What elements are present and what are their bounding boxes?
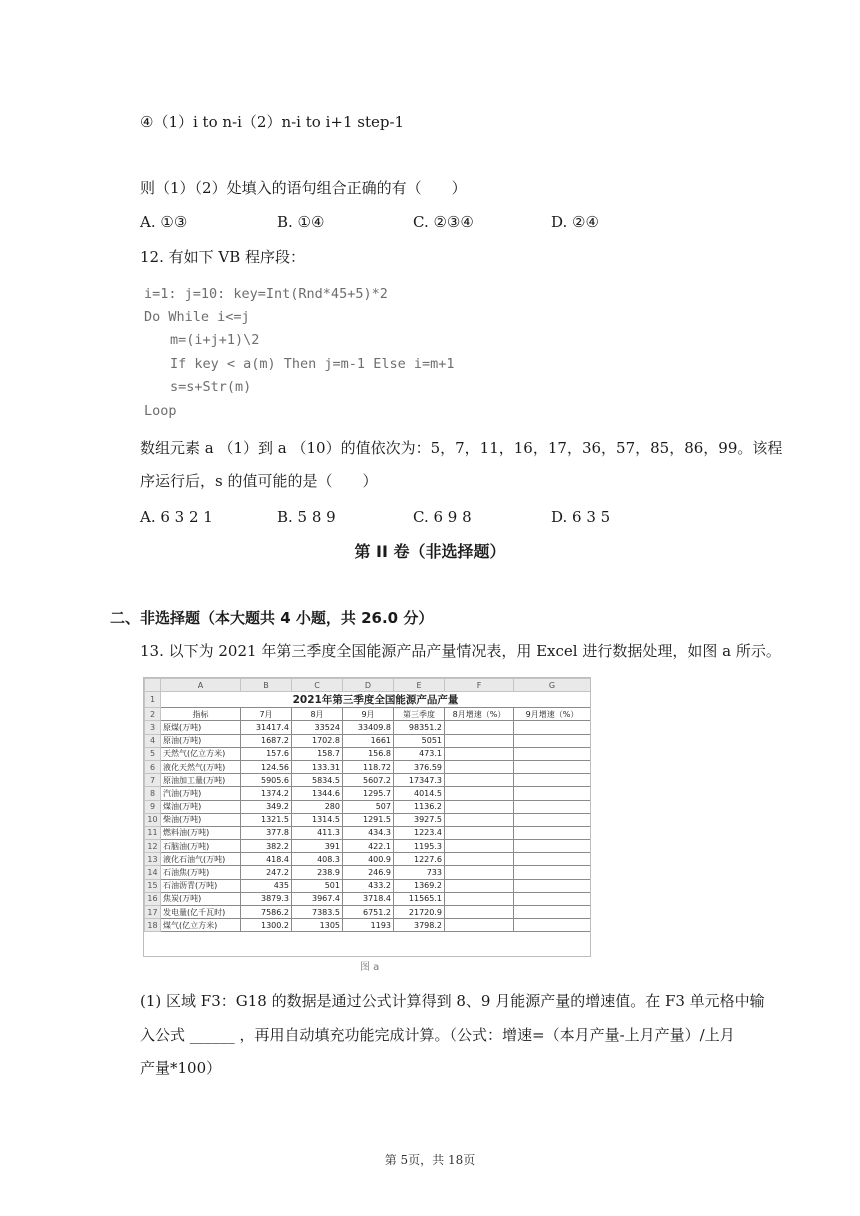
- value-cell: 246.9: [343, 866, 394, 879]
- q13-sub1-line-2: 入公式 ______ ，再用自动填充功能完成计算。（公式：增速=（本月产量-上月产量）/上月: [140, 1026, 735, 1044]
- indicator-cell: 原油(万吨): [161, 734, 241, 747]
- value-cell: 1702.8: [292, 734, 343, 747]
- table-row: [145, 840, 591, 853]
- value-cell: 7383.5: [292, 906, 343, 919]
- value-cell: 17347.3: [394, 774, 445, 787]
- column-letter: B: [241, 679, 292, 692]
- value-cell: 157.6: [241, 747, 292, 760]
- value-cell: 418.4: [241, 853, 292, 866]
- row-number: 2: [145, 708, 161, 721]
- section2-heading: 二、非选择题（本大题共 4 小题，共 26.0 分）: [110, 609, 434, 627]
- value-cell: 1295.7: [343, 787, 394, 800]
- indicator-cell: 石脑油(万吨): [161, 840, 241, 853]
- value-cell: 1223.4: [394, 826, 445, 839]
- value-cell: 1195.3: [394, 840, 445, 853]
- row-number: 7: [145, 774, 161, 787]
- q11-stem: 则（1）（2）处填入的语句组合正确的有（ ）: [140, 179, 467, 197]
- column-letter: G: [514, 679, 591, 692]
- value-cell: 247.2: [241, 866, 292, 879]
- indicator-cell: 原煤(万吨): [161, 721, 241, 734]
- value-cell: 501: [292, 879, 343, 892]
- table-row: [145, 692, 591, 708]
- value-cell: 411.3: [292, 826, 343, 839]
- q13-sub1-line-3: 产量*100）: [140, 1059, 222, 1077]
- q11-choice-d: D. ②④: [551, 213, 599, 231]
- q12-description-line-2: 序运行后，s 的值可能的是（ ）: [140, 472, 378, 490]
- value-cell: 280: [292, 800, 343, 813]
- energy-table: [144, 678, 591, 932]
- table-row: [145, 919, 591, 932]
- indicator-cell: 石油沥青(万吨): [161, 879, 241, 892]
- row-number: 18: [145, 919, 161, 932]
- empty-cell: [514, 853, 591, 866]
- value-cell: 3718.4: [343, 892, 394, 905]
- value-cell: 507: [343, 800, 394, 813]
- empty-cell: [514, 800, 591, 813]
- column-header: 9月增速（%）: [514, 708, 591, 721]
- indicator-cell: 天然气(亿立方米): [161, 747, 241, 760]
- table-row: [145, 787, 591, 800]
- column-header: 指标: [161, 708, 241, 721]
- value-cell: 3879.3: [241, 892, 292, 905]
- q11-choice-a: A. ①③: [140, 213, 188, 231]
- value-cell: 21720.9: [394, 906, 445, 919]
- value-cell: 1291.5: [343, 813, 394, 826]
- value-cell: 1136.2: [394, 800, 445, 813]
- value-cell: 33524: [292, 721, 343, 734]
- row-number: 17: [145, 906, 161, 919]
- q12-choice-b: B. 5 8 9: [277, 508, 336, 526]
- value-cell: 5905.6: [241, 774, 292, 787]
- value-cell: 382.2: [241, 840, 292, 853]
- table-row: [145, 853, 591, 866]
- q11-choice-c: C. ②③④: [413, 213, 474, 231]
- value-cell: 7586.2: [241, 906, 292, 919]
- column-letter: C: [292, 679, 343, 692]
- code-line-4: If key < a(m) Then j=m-1 Else i=m+1: [170, 356, 455, 372]
- empty-cell: [445, 734, 514, 747]
- indicator-cell: 发电量(亿千瓦时): [161, 906, 241, 919]
- column-header: 7月: [241, 708, 292, 721]
- empty-cell: [445, 813, 514, 826]
- row-number: 9: [145, 800, 161, 813]
- value-cell: 3798.2: [394, 919, 445, 932]
- value-cell: 473.1: [394, 747, 445, 760]
- indicator-cell: 汽油(万吨): [161, 787, 241, 800]
- value-cell: 124.56: [241, 760, 292, 773]
- row-number: 3: [145, 721, 161, 734]
- value-cell: 408.3: [292, 853, 343, 866]
- value-cell: 33409.8: [343, 721, 394, 734]
- value-cell: 98351.2: [394, 721, 445, 734]
- column-letter: F: [445, 679, 514, 692]
- value-cell: 1321.5: [241, 813, 292, 826]
- value-cell: 4014.5: [394, 787, 445, 800]
- empty-cell: [445, 760, 514, 773]
- table-row: [145, 708, 591, 721]
- code-line-1: i=1: j=10: key=Int(Rnd*45+5)*2: [144, 286, 388, 302]
- empty-cell: [445, 826, 514, 839]
- value-cell: 434.3: [343, 826, 394, 839]
- q11-choice-b: B. ①④: [277, 213, 325, 231]
- code-line-5: s=s+Str(m): [170, 379, 252, 395]
- empty-cell: [445, 787, 514, 800]
- column-letter: E: [394, 679, 445, 692]
- value-cell: 1374.2: [241, 787, 292, 800]
- empty-cell: [514, 721, 591, 734]
- column-letter: D: [343, 679, 394, 692]
- value-cell: 1369.2: [394, 879, 445, 892]
- value-cell: 156.8: [343, 747, 394, 760]
- row-number: 15: [145, 879, 161, 892]
- column-header: 8月增速（%）: [445, 708, 514, 721]
- q13-sub1-line-1: (1) 区域 F3：G18 的数据是通过公式计算得到 8、9 月能源产量的增速值。在 F3 单元格中输: [140, 992, 765, 1010]
- row-number: 5: [145, 747, 161, 760]
- table-row: [145, 760, 591, 773]
- code-line-6: Loop: [144, 403, 177, 419]
- empty-cell: [514, 734, 591, 747]
- empty-cell: [514, 919, 591, 932]
- excel-spreadsheet: [143, 677, 591, 957]
- indicator-cell: 液化天然气(万吨): [161, 760, 241, 773]
- table-row: [145, 892, 591, 905]
- indicator-cell: 石油焦(万吨): [161, 866, 241, 879]
- table-row: [145, 813, 591, 826]
- row-number: 8: [145, 787, 161, 800]
- value-cell: 238.9: [292, 866, 343, 879]
- value-cell: 391: [292, 840, 343, 853]
- option-4-line: ④（1）i to n-i（2）n-i to i+1 step-1: [140, 113, 405, 131]
- q13-intro: 13. 以下为 2021 年第三季度全国能源产品产量情况表，用 Excel 进行数据处理，如图 a 所示。: [140, 642, 781, 660]
- value-cell: 5051: [394, 734, 445, 747]
- value-cell: 11565.1: [394, 892, 445, 905]
- empty-cell: [445, 919, 514, 932]
- indicator-cell: 燃料油(万吨): [161, 826, 241, 839]
- column-letter: A: [161, 679, 241, 692]
- row-number: 13: [145, 853, 161, 866]
- table-row: [145, 747, 591, 760]
- value-cell: 1300.2: [241, 919, 292, 932]
- row-number: 14: [145, 866, 161, 879]
- row-number: 4: [145, 734, 161, 747]
- empty-cell: [445, 853, 514, 866]
- empty-cell: [514, 787, 591, 800]
- value-cell: 5607.2: [343, 774, 394, 787]
- empty-cell: [445, 747, 514, 760]
- indicator-cell: 液化石油气(万吨): [161, 853, 241, 866]
- table-row: [145, 879, 591, 892]
- empty-cell: [445, 866, 514, 879]
- table-row: [145, 826, 591, 839]
- code-line-3: m=(i+j+1)\2: [170, 332, 260, 348]
- column-letter-row: [145, 679, 591, 692]
- empty-cell: [514, 906, 591, 919]
- empty-cell: [514, 760, 591, 773]
- value-cell: 400.9: [343, 853, 394, 866]
- empty-cell: [514, 840, 591, 853]
- row-number: 10: [145, 813, 161, 826]
- value-cell: 733: [394, 866, 445, 879]
- indicator-cell: 焦炭(万吨): [161, 892, 241, 905]
- table-row: [145, 800, 591, 813]
- column-header: 第三季度: [394, 708, 445, 721]
- row-number: 6: [145, 760, 161, 773]
- figure-caption: 图 a: [360, 962, 380, 973]
- table-row: [145, 774, 591, 787]
- q12-description-line-1: 数组元素 a （1）到 a （10）的值依次为：5，7，11，16，17，36，57，85，86，99。该程: [140, 439, 783, 457]
- empty-cell: [445, 721, 514, 734]
- empty-cell: [445, 892, 514, 905]
- value-cell: 158.7: [292, 747, 343, 760]
- empty-cell: [514, 747, 591, 760]
- value-cell: 376.59: [394, 760, 445, 773]
- indicator-cell: 柴油(万吨): [161, 813, 241, 826]
- value-cell: 6751.2: [343, 906, 394, 919]
- q12-choice-c: C. 6 9 8: [413, 508, 472, 526]
- row-number: 1: [145, 692, 161, 708]
- value-cell: 1305: [292, 919, 343, 932]
- value-cell: 377.8: [241, 826, 292, 839]
- value-cell: 435: [241, 879, 292, 892]
- value-cell: 5834.5: [292, 774, 343, 787]
- row-number: 12: [145, 840, 161, 853]
- value-cell: 1661: [343, 734, 394, 747]
- empty-cell: [514, 866, 591, 879]
- value-cell: 422.1: [343, 840, 394, 853]
- q12-choice-d: D. 6 3 5: [551, 508, 611, 526]
- table-row: [145, 866, 591, 879]
- empty-cell: [445, 800, 514, 813]
- part2-title: 第 II 卷（非选择题）: [354, 542, 506, 561]
- value-cell: 1314.5: [292, 813, 343, 826]
- empty-cell: [445, 774, 514, 787]
- page-footer: 第 5页，共 18页: [384, 1153, 476, 1167]
- indicator-cell: 煤气(亿立方米): [161, 919, 241, 932]
- value-cell: 118.72: [343, 760, 394, 773]
- value-cell: 433.2: [343, 879, 394, 892]
- value-cell: 3967.4: [292, 892, 343, 905]
- empty-cell: [445, 840, 514, 853]
- empty-cell: [514, 826, 591, 839]
- empty-cell: [514, 813, 591, 826]
- value-cell: 349.2: [241, 800, 292, 813]
- value-cell: 1344.6: [292, 787, 343, 800]
- column-header: 9月: [343, 708, 394, 721]
- row-number: 11: [145, 826, 161, 839]
- empty-cell: [514, 879, 591, 892]
- empty-cell: [445, 879, 514, 892]
- value-cell: 1193: [343, 919, 394, 932]
- column-header: 8月: [292, 708, 343, 721]
- row-number: 16: [145, 892, 161, 905]
- table-row: [145, 734, 591, 747]
- q12-intro: 12. 有如下 VB 程序段：: [140, 248, 306, 266]
- value-cell: 1227.6: [394, 853, 445, 866]
- empty-cell: [514, 774, 591, 787]
- empty-cell: [445, 906, 514, 919]
- table-row: [145, 721, 591, 734]
- value-cell: 31417.4: [241, 721, 292, 734]
- indicator-cell: 原油加工量(万吨): [161, 774, 241, 787]
- q12-choice-a: A. 6 3 2 1: [140, 508, 213, 526]
- value-cell: 3927.5: [394, 813, 445, 826]
- sheet-title: 2021年第三季度全国能源产品产量: [161, 692, 591, 708]
- value-cell: 1687.2: [241, 734, 292, 747]
- empty-cell: [514, 892, 591, 905]
- table-row: [145, 906, 591, 919]
- value-cell: 133.31: [292, 760, 343, 773]
- indicator-cell: 煤油(万吨): [161, 800, 241, 813]
- corner-cell: [145, 679, 161, 692]
- code-line-2: Do While i<=j: [144, 309, 250, 325]
